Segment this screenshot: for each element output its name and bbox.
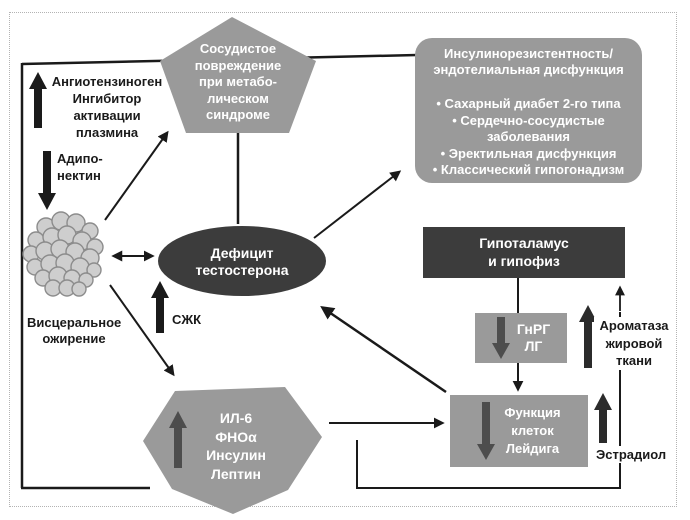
label-line: ожирение <box>42 331 106 346</box>
label-line: ГнРГ <box>516 321 551 337</box>
label-line: ИЛ-6 <box>219 410 253 426</box>
label-line: нектин <box>57 168 101 183</box>
label-line: Лептин <box>211 465 261 482</box>
bullet-item: • Сахарный диабет 2-го типа <box>436 96 621 111</box>
connector-obesity-up-arrow <box>105 133 167 220</box>
label-line: Функция <box>504 405 561 420</box>
label-line: клеток <box>511 423 554 438</box>
visceral-obesity-label <box>27 315 121 347</box>
gnrh-lh-label <box>517 321 550 355</box>
adipokines-label <box>176 409 296 483</box>
gnrh-lh-box <box>475 313 567 363</box>
label-line: Адипо- <box>57 151 103 166</box>
label-line: ЛГ <box>524 338 543 354</box>
label-line: при метабо- <box>199 74 277 89</box>
up-arrow-icon <box>151 281 169 333</box>
box-title-line: эндотелиальная дисфункция <box>433 62 624 77</box>
bullet-item: • Сердечно-сосудистые заболевания <box>452 112 605 144</box>
label-line: Гипоталамус <box>479 235 569 251</box>
down-arrow-icon <box>477 402 495 460</box>
box-bullet-list <box>415 96 642 179</box>
connector-leydig-testosterone-arrow <box>323 308 446 392</box>
label-line: ткани <box>616 353 652 368</box>
label-line: активации <box>73 108 141 123</box>
label-line: ФНОα <box>215 428 257 445</box>
insulin-resistance-box <box>415 38 642 183</box>
aromatase-label <box>594 317 674 370</box>
label-line: Сосудистое <box>199 41 277 56</box>
label-line: Ароматаза <box>599 318 669 333</box>
box-title-line: Инсулинорезистентность/ <box>443 46 614 61</box>
label-line: и гипофиз <box>488 253 560 269</box>
bullet-item: • Классический гипогонадизм <box>432 162 625 177</box>
ffa-label: СЖК <box>172 312 202 327</box>
label-line: Инсулин <box>206 447 266 463</box>
spacer <box>415 78 642 96</box>
estradiol-label: Эстрадиол <box>596 447 667 462</box>
label-line: плазмина <box>75 125 139 140</box>
label-line: Ингибитор <box>72 91 142 106</box>
testosterone-deficit-label <box>157 245 327 279</box>
connector-testosterone-insulinbox-arrow <box>314 172 399 238</box>
bullet-item: • Эректильная дисфункция <box>440 145 617 161</box>
label-line: жировой <box>605 335 663 351</box>
down-arrow-icon <box>38 151 56 210</box>
label-line: Лейдига <box>505 441 560 456</box>
label-line: синдроме <box>206 107 270 122</box>
visceral-fat-cluster-icon <box>23 212 103 296</box>
down-arrow-icon <box>492 317 510 359</box>
hypothalamus-box <box>423 227 625 278</box>
leydig-function-box <box>450 395 588 467</box>
vascular-damage-label <box>162 41 314 124</box>
label-line: Висцеральное <box>27 315 122 330</box>
label-line: повреждение <box>194 57 282 73</box>
up-arrow-icon <box>594 393 612 443</box>
adiponectin-label <box>57 150 103 184</box>
label-line: тестостерона <box>195 262 289 278</box>
leydig-label <box>504 404 560 458</box>
label-line: лическом <box>207 90 269 106</box>
label-line: Дефицит <box>210 245 274 261</box>
angiotensinogen-label <box>45 73 169 141</box>
label-line: Ангиотензиноген <box>51 74 163 89</box>
